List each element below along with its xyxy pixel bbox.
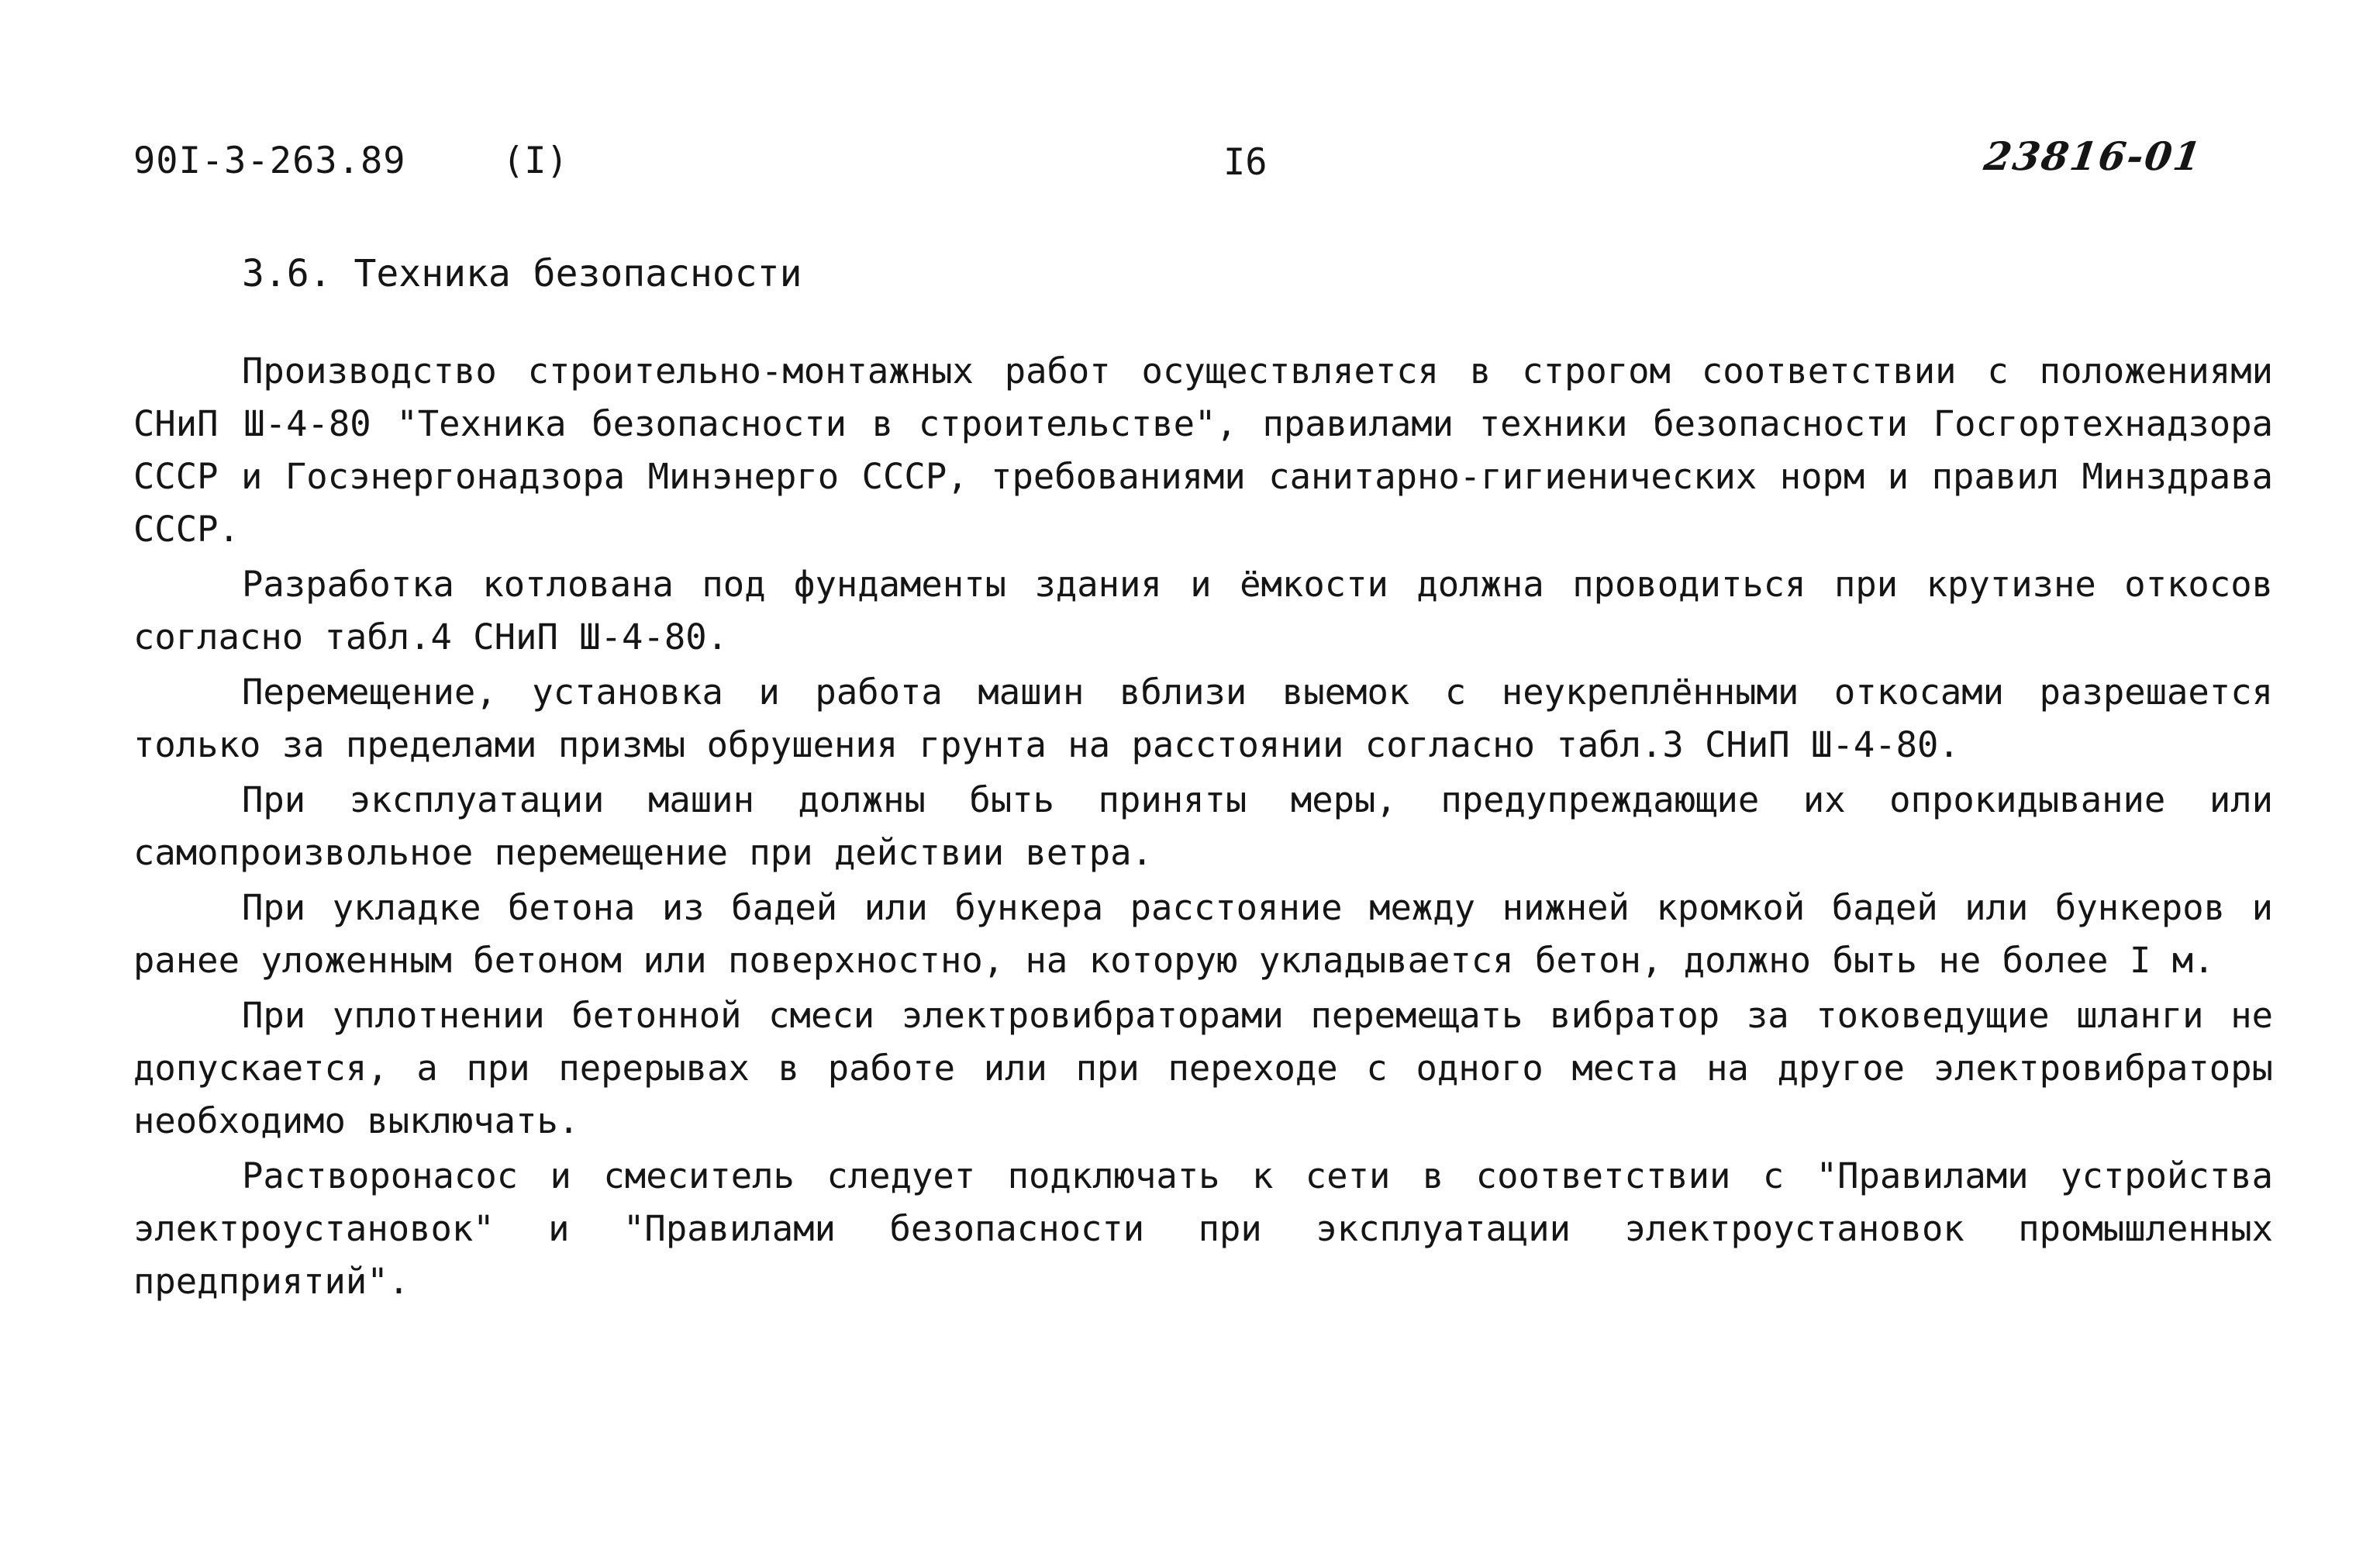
paragraph-vibrators: При уплотнении бетонной смеси электровибраторами перемещать вибратор за токоведущие шланги не допускается, а при перерывах в работе или при переходе с одного места на другое электровибраторы необходимо выключать. — [133, 995, 2273, 1141]
paragraph-mortar-pump: Растворонасос и смеситель следует подключать к сети в соответствии с "Правилами устройства электроустановок" и "Правилами безопасности при эксплуатации электроустановок промышленных предприятий". — [133, 1155, 2273, 1302]
paragraph-general-requirements: Производство строительно-монтажных работ осуществляется в строгом соответствии с положениями СНиП Ш-4-80 "Техника безопасности в строительстве", правилами техники безопасности Госгортехнадзора СССР и Госэнергонадзора Минэнерго СССР, требованиями санитарно-гигиенических норм и правил Минздрава СССР. — [133, 350, 2273, 550]
handwritten-inventory-number: 23816-01 — [1981, 133, 2206, 179]
section-body — [133, 345, 2273, 1308]
paragraph-concrete-placement: При укладке бетона из бадей или бункера расстояние между нижней кромкой бадей или бункеров и ранее уложенным бетоном или поверхностно, на которую укладывается бетон, должно быть не более I м. — [133, 887, 2273, 981]
page-number: I6 — [1223, 141, 1268, 184]
paragraph-excavation: Разработка котлована под фундаменты здания и ёмкости должна проводиться при крутизне откосов согласно табл.4 СНиП Ш-4-80. — [133, 564, 2273, 658]
document-part: (I) — [502, 140, 568, 182]
paragraph-machine-movement: Перемещение, установка и работа машин вблизи выемок с неукреплёнными откосами разрешается только за пределами призмы обрушения грунта на расстоянии согласно табл.3 СНиП Ш-4-80. — [133, 671, 2273, 765]
paragraph-machine-operation: При эксплуатации машин должны быть приняты меры, предупреждающие их опрокидывание или самопроизвольное перемещение при действии ветра. — [133, 779, 2273, 873]
section-title: 3.6. Техника безопасности — [242, 252, 802, 295]
document-code: 90I-3-263.89 — [133, 140, 406, 182]
